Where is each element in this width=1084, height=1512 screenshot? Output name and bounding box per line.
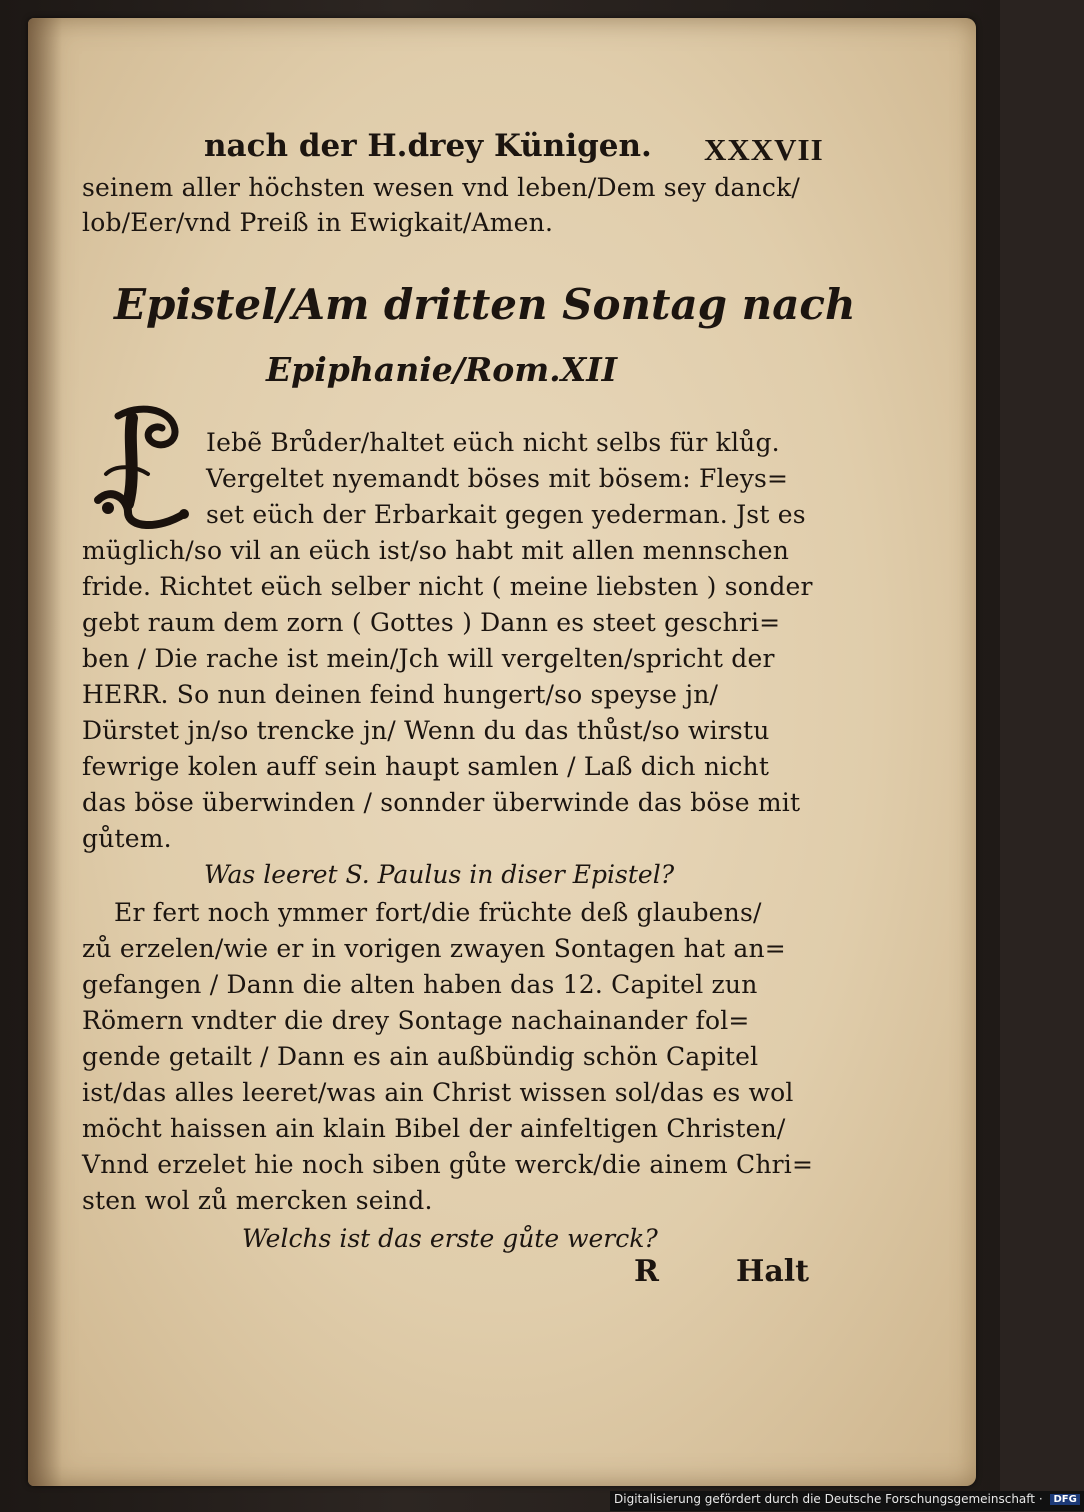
continued-text-line: seinem aller höchsten wesen vnd leben/Dem sey danck/ (82, 173, 801, 202)
answer-line: Römern vndter die drey Sontage nachainander fol= (82, 1006, 750, 1035)
answer-line: möcht haissen ain klain Bibel der ainfeltigen Christen/ (82, 1114, 786, 1143)
epistle-line: Iebẽ Brůder/haltet eüch nicht selbs für klůg. (206, 428, 780, 457)
epistle-line: set eüch der Erbarkait gegen yederman. Jst es (206, 500, 806, 529)
book-page (28, 18, 976, 1486)
epistle-line: das böse überwinden / sonnder überwinde das böse mit (82, 788, 801, 817)
epistle-line: HERR. So nun deinen feind hungert/so speyse jn/ (82, 680, 719, 709)
epistle-line: fewrige kolen auff sein haupt samlen / Laß dich nicht (82, 752, 770, 781)
question-heading: Was leeret S. Paulus in diser Epistel? (204, 860, 675, 889)
answer-line: gefangen / Dann die alten haben das 12. Capitel zun (82, 970, 758, 999)
decorated-initial (88, 404, 198, 536)
folio-number: XXXVII (704, 132, 824, 167)
epistle-line: müglich/so vil an eüch ist/so habt mit allen mennschen (82, 536, 790, 565)
catchword: Halt (736, 1254, 810, 1289)
epistle-line: gůtem. (82, 824, 172, 853)
epistle-heading: Epistel/Am dritten Sontag nach (114, 280, 856, 329)
running-head-title: nach der H.drey Künigen. (204, 128, 652, 164)
epistle-line: Dürstet jn/so trencke jn/ Wenn du das thůst/so wirstu (82, 716, 770, 745)
epistle-line: fride. Richtet eüch selber nicht ( meine liebsten ) sonder (82, 572, 813, 601)
answer-line: sten wol zů mercken seind. (82, 1186, 433, 1215)
dfg-logo: DFG (1050, 1494, 1079, 1505)
dropcap-flourish-icon (88, 404, 198, 536)
footer-text: Digitalisierung gefördert durch die Deutsche Forschungsgemeinschaft · (614, 1492, 1043, 1506)
answer-line: Vnnd erzelet hie noch siben gůte werck/die ainem Chri= (82, 1150, 814, 1179)
answer-line: Er fert noch ymmer fort/die früchte deß glaubens/ (114, 898, 762, 927)
epistle-line: gebt raum dem zorn ( Gottes ) Dann es steet geschri= (82, 608, 781, 637)
question-heading: Welchs ist das erste gůte werck? (242, 1224, 658, 1253)
epistle-line: ben / Die rache ist mein/Jch will vergelten/spricht der (82, 644, 775, 673)
continued-text-line: lob/Eer/vnd Preiß in Ewigkait/Amen. (82, 208, 554, 237)
signature-mark: R (634, 1254, 659, 1289)
answer-line: ist/das alles leeret/was ain Christ wissen sol/das es wol (82, 1078, 794, 1107)
digitization-footer (610, 1491, 1084, 1511)
epistle-subheading: Epiphanie/Rom.XII (266, 350, 618, 389)
answer-line: zů erzelen/wie er in vorigen zwayen Sontagen hat an= (82, 934, 786, 963)
epistle-line: Vergeltet nyemandt böses mit bösem: Fleys= (206, 464, 789, 493)
answer-line: gende getailt / Dann es ain außbündig schön Capitel (82, 1042, 759, 1071)
